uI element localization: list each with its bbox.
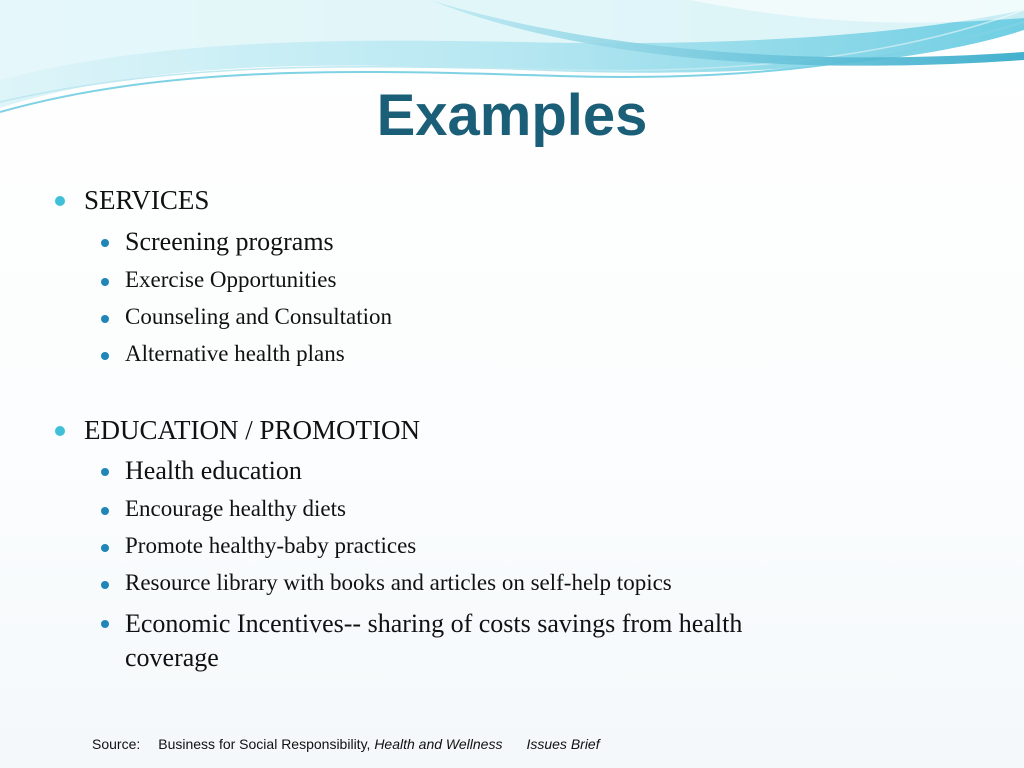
source-footer (92, 736, 600, 752)
footer-organization: Business for Social Responsibility, (158, 736, 371, 752)
list-item: Counseling and Consultation (125, 304, 393, 329)
slide-title: Examples (376, 83, 648, 148)
section-heading-education: EDUCATION / PROMOTION (84, 415, 420, 445)
bullet-icon (101, 544, 109, 552)
section-heading-services: SERVICES (84, 185, 210, 215)
bullet-icon (101, 239, 109, 247)
footer-source-label: Source: (92, 736, 141, 752)
bullet-icon (101, 620, 109, 628)
list-item: Exercise Opportunities (125, 267, 337, 292)
bullet-icon (55, 426, 65, 436)
list-item: Encourage healthy diets (125, 496, 346, 521)
footer-title-part2: Issues Brief (526, 736, 600, 752)
list-item: Health education (125, 456, 302, 485)
bullet-icon (55, 196, 65, 206)
list-item: Promote healthy-baby practices (125, 533, 417, 558)
list-item: Resource library with books and articles on self-help topics (125, 570, 672, 595)
bullet-icon (101, 352, 109, 360)
bullet-icon (101, 315, 109, 323)
bullet-icon (101, 581, 109, 589)
bullet-icon (101, 278, 109, 286)
footer-title-part1: Health and Wellness (374, 736, 503, 752)
bullet-icon (101, 507, 109, 515)
list-item: Alternative health plans (125, 341, 345, 366)
list-item: Screening programs (125, 227, 334, 256)
bullet-icon (101, 468, 109, 476)
list-item: Economic Incentives-- sharing of costs savings from health coverage (125, 609, 743, 672)
